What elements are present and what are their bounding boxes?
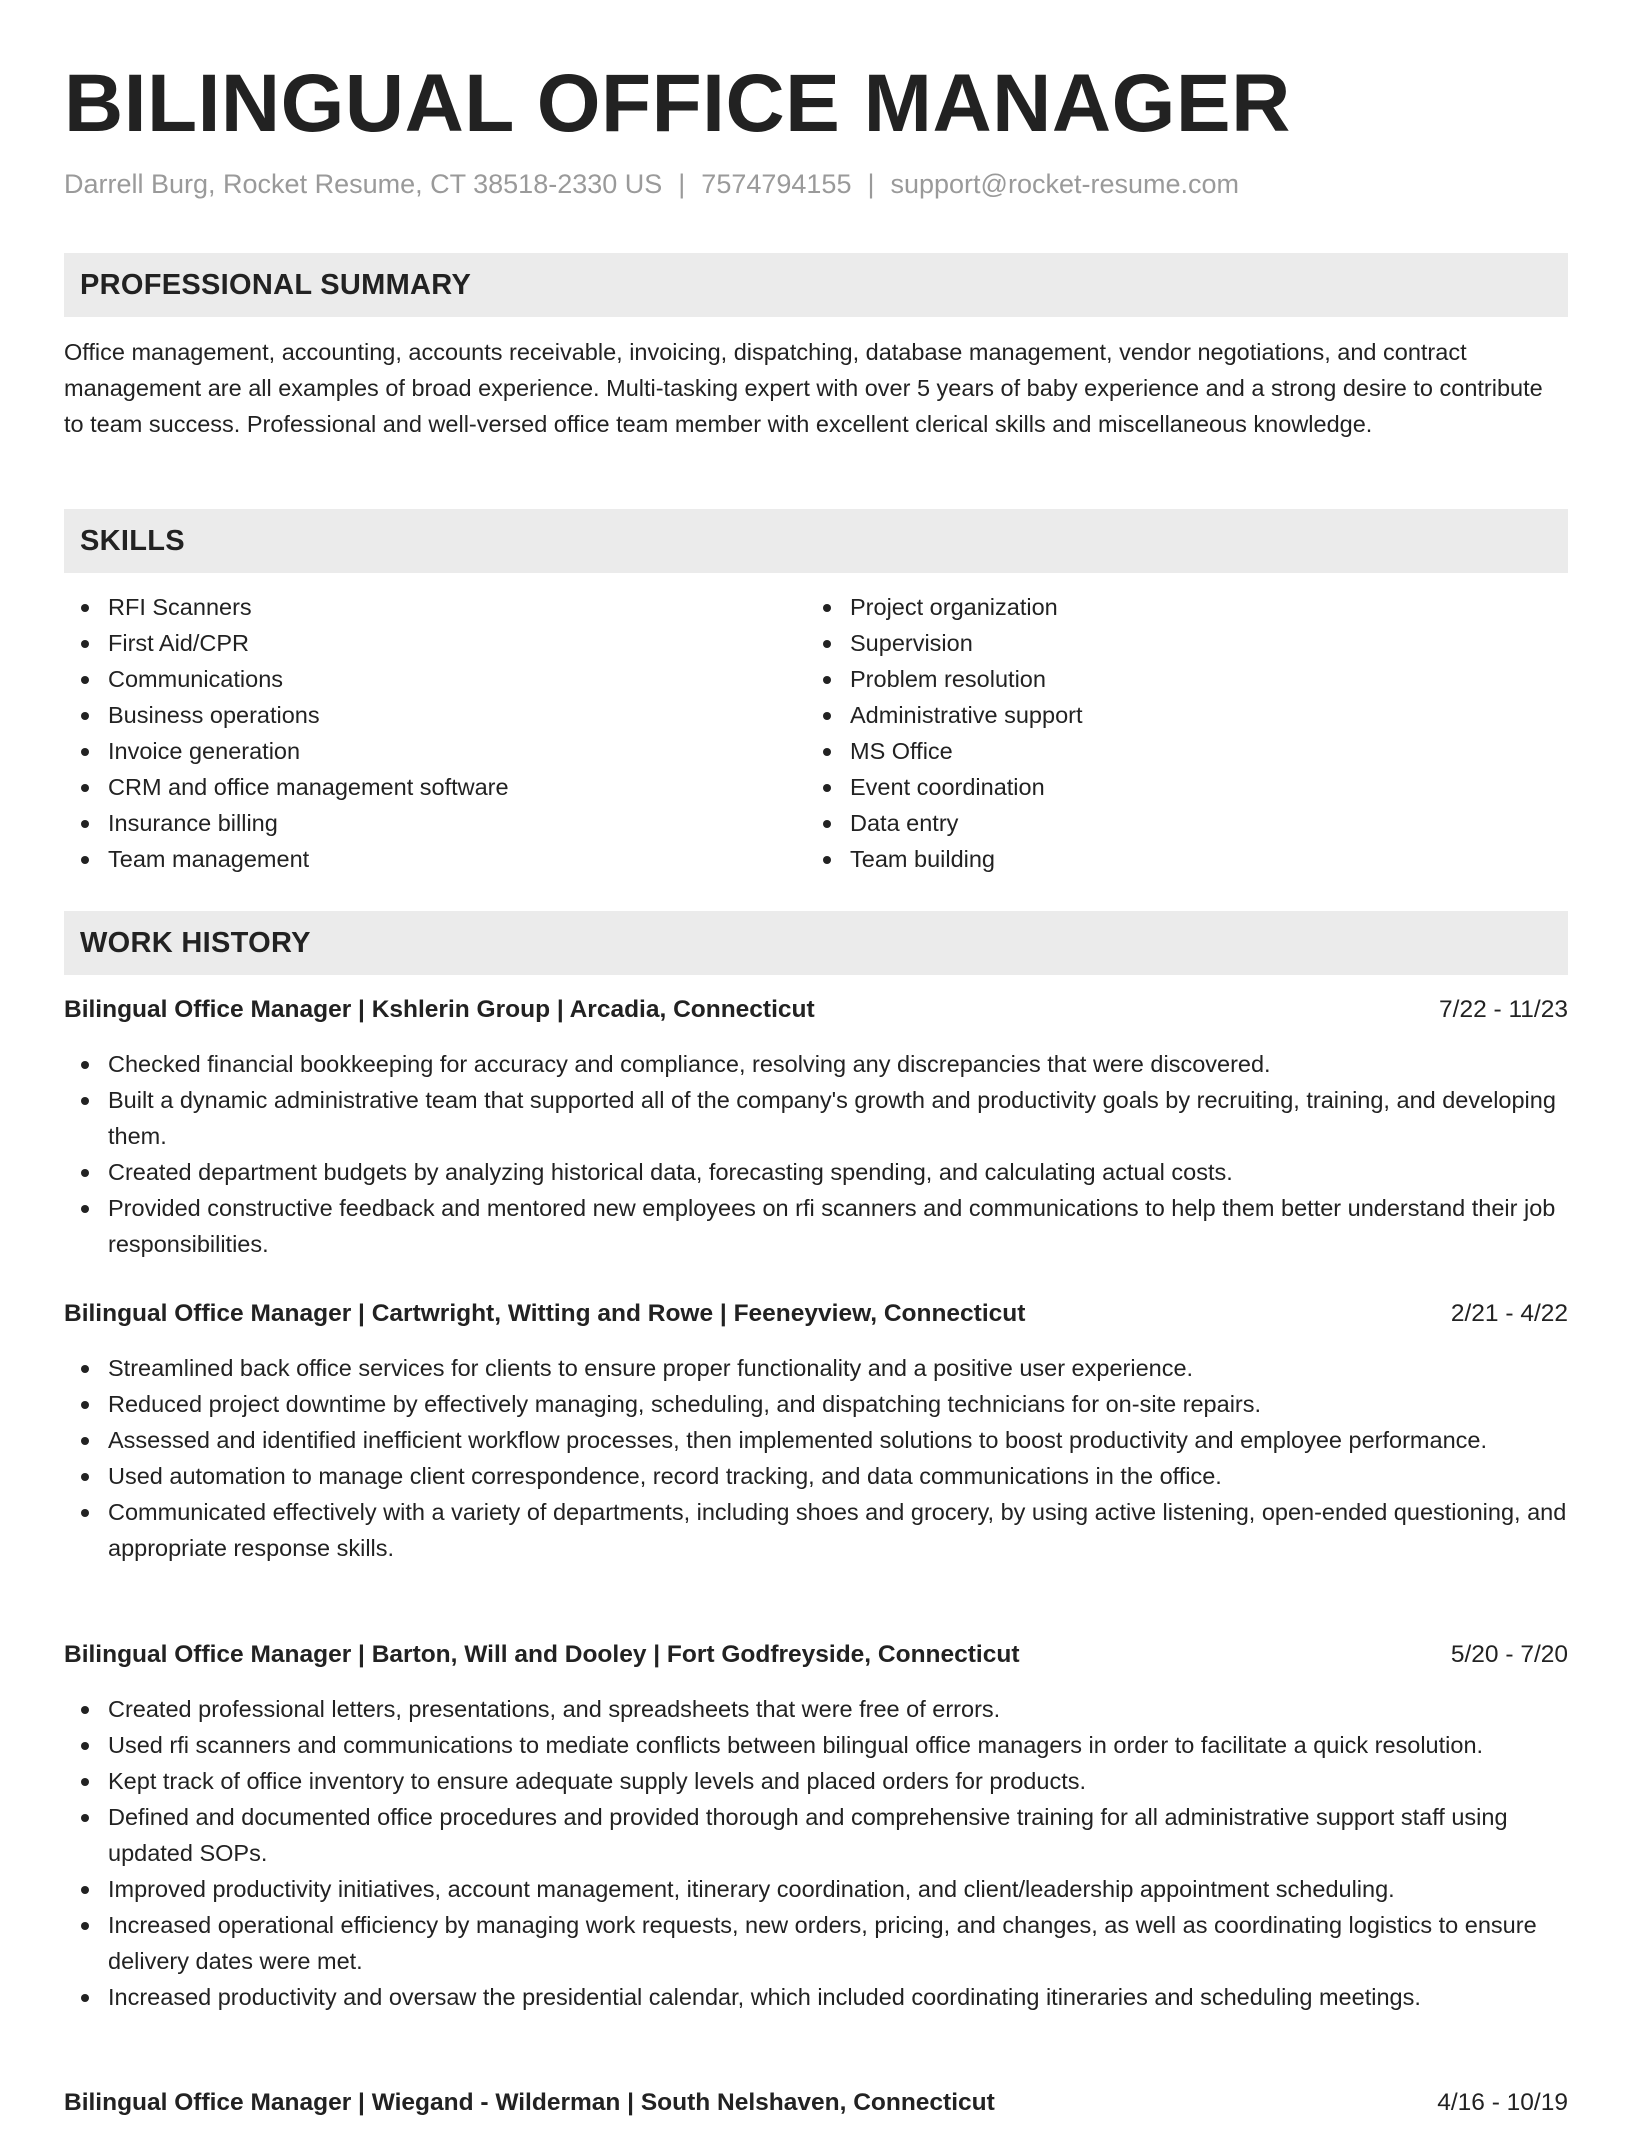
job-dates: 7/22 - 11/23 <box>1439 996 1568 1023</box>
job-bullet: Created department budgets by analyzing historical data, forecasting spending, and calculating actual costs. <box>108 1154 1568 1190</box>
job-bullet: Communicated effectively with a variety of departments, including shoes and grocery, by using active listening, open-ended questioning, and appropriate response skills. <box>108 1494 1568 1566</box>
skill-item: Team building <box>850 841 1506 877</box>
job-bullets <box>64 1046 1568 1262</box>
skill-item: Insurance billing <box>108 805 764 841</box>
skill-item: Problem resolution <box>850 661 1506 697</box>
job-entry <box>64 1637 1568 2015</box>
job-header <box>64 1296 1568 1332</box>
skill-item: Data entry <box>850 805 1506 841</box>
skill-item: Administrative support <box>850 697 1506 733</box>
job-bullets <box>64 1350 1568 1566</box>
job-bullets <box>64 1691 1568 2015</box>
skill-item: Project organization <box>850 589 1506 625</box>
contact-address: Darrell Burg, Rocket Resume, CT 38518-2330 US <box>64 169 663 199</box>
job-bullet: Kept track of office inventory to ensure adequate supply levels and placed orders for products. <box>108 1763 1568 1799</box>
summary-text: Office management, accounting, accounts receivable, invoicing, dispatching, database management, vendor negotiations, and contract management are all examples of broad experience. Multi-tasking expert with over 5 years of baby experience and a strong desire to contribute to team success. Professional and well-versed office team member with excellent clerical skills and miscellaneous knowledge. <box>64 339 1543 437</box>
job-bullet: Built a dynamic administrative team that supported all of the company's growth and productivity goals by recruiting, training, and developing them. <box>108 1082 1568 1154</box>
section-title-skills: SKILLS <box>80 525 185 557</box>
skill-item: RFI Scanners <box>108 589 764 625</box>
contact-separator: | <box>678 169 686 199</box>
contact-email[interactable]: support@rocket-resume.com <box>890 169 1240 199</box>
job-title: Bilingual Office Manager | Wiegand - Wilderman | South Nelshaven, Connecticut <box>64 2089 995 2116</box>
job-bullet: Reduced project downtime by effectively managing, scheduling, and dispatching technicians for on-site repairs. <box>108 1386 1568 1422</box>
job-entry <box>64 1296 1568 1566</box>
job-dates: 2/21 - 4/22 <box>1450 1300 1568 1327</box>
job-bullet: Assessed and identified inefficient workflow processes, then implemented solutions to boost productivity and employee performance. <box>108 1422 1568 1458</box>
job-header <box>64 2085 1568 2121</box>
skills-column-right <box>806 589 1506 877</box>
job-bullet: Provided constructive feedback and mentored new employees on rfi scanners and communications to help them better understand their job responsibilities. <box>108 1190 1568 1262</box>
skill-item: Invoice generation <box>108 733 764 769</box>
job-dates: 4/16 - 10/19 <box>1437 2089 1568 2116</box>
skill-item: First Aid/CPR <box>108 625 764 661</box>
job-bullet: Checked financial bookkeeping for accuracy and compliance, resolving any discrepancies that were discovered. <box>108 1046 1568 1082</box>
section-header-skills <box>64 509 1568 573</box>
contact-phone: 7574794155 <box>701 169 852 199</box>
job-bullet: Used rfi scanners and communications to mediate conflicts between bilingual office managers in order to facilitate a quick resolution. <box>108 1727 1568 1763</box>
job-bullet: Used automation to manage client correspondence, record tracking, and data communications in the office. <box>108 1458 1568 1494</box>
skills-column-left <box>64 589 764 877</box>
job-bullet: Streamlined back office services for clients to ensure proper functionality and a positive user experience. <box>108 1350 1568 1386</box>
resume-title: BILINGUAL OFFICE MANAGER <box>64 58 1291 149</box>
job-bullet: Created professional letters, presentations, and spreadsheets that were free of errors. <box>108 1691 1568 1727</box>
job-entry <box>64 2085 1568 2139</box>
skill-item: Event coordination <box>850 769 1506 805</box>
skills-list-right <box>806 589 1506 877</box>
skill-item: CRM and office management software <box>108 769 764 805</box>
job-bullet: Increased productivity and oversaw the presidential calendar, which included coordinating itineraries and scheduling meetings. <box>108 1979 1568 2015</box>
job-entry <box>64 992 1568 1262</box>
job-header <box>64 992 1568 1028</box>
contact-separator: | <box>867 169 875 199</box>
job-bullet: Improved productivity initiatives, account management, itinerary coordination, and client/leadership appointment scheduling. <box>108 1871 1568 1907</box>
skill-item: MS Office <box>850 733 1506 769</box>
section-header-summary <box>64 253 1568 317</box>
job-title: Bilingual Office Manager | Barton, Will and Dooley | Fort Godfreyside, Connecticut <box>64 1641 1020 1668</box>
job-title: Bilingual Office Manager | Kshlerin Group | Arcadia, Connecticut <box>64 996 815 1023</box>
section-title-work-history: WORK HISTORY <box>80 927 311 959</box>
section-header-work-history <box>64 911 1568 975</box>
skills-list-left <box>64 589 764 877</box>
skill-item: Supervision <box>850 625 1506 661</box>
job-bullet: Increased operational efficiency by managing work requests, new orders, pricing, and changes, as well as coordinating logistics to ensure delivery dates were met. <box>108 1907 1568 1979</box>
contact-line <box>64 166 1239 202</box>
job-header <box>64 1637 1568 1673</box>
job-dates: 5/20 - 7/20 <box>1450 1641 1568 1668</box>
skill-item: Team management <box>108 841 764 877</box>
job-bullet: Defined and documented office procedures and provided thorough and comprehensive training for all administrative support staff using updated SOPs. <box>108 1799 1568 1871</box>
section-title-summary: PROFESSIONAL SUMMARY <box>80 269 472 301</box>
job-title: Bilingual Office Manager | Cartwright, Witting and Rowe | Feeneyview, Connecticut <box>64 1300 1026 1327</box>
skill-item: Communications <box>108 661 764 697</box>
skill-item: Business operations <box>108 697 764 733</box>
